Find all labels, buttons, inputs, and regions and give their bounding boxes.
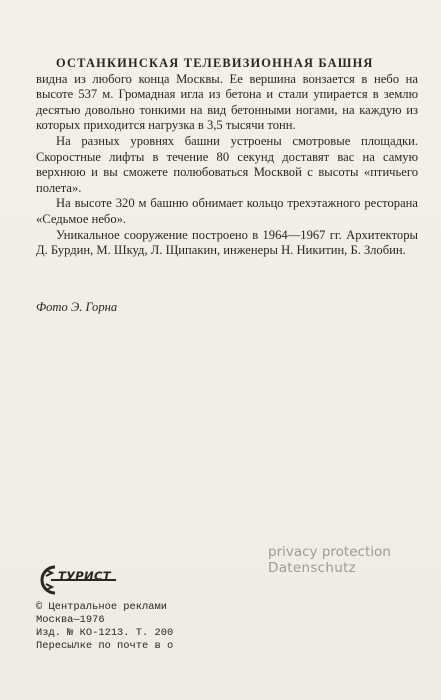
article-paragraph-3: На высоте 320 м башню обнимает кольцо трехэтажного ресторана «Седьмое небо». bbox=[36, 196, 418, 226]
imprint-line: Пересылке по почте в о bbox=[36, 640, 174, 652]
imprint-line: Москва—1976 bbox=[36, 614, 105, 626]
privacy-watermark bbox=[268, 544, 438, 576]
watermark-line-1: privacy protection bbox=[268, 544, 391, 560]
photo-credit: Фото Э. Горна bbox=[36, 300, 118, 314]
imprint-line: Изд. № КО-1213. Т. 200 bbox=[36, 627, 174, 639]
watermark-line-2: Datenschutz bbox=[268, 560, 357, 576]
logo-text: ТУРИСТ bbox=[58, 569, 111, 583]
article-text bbox=[36, 56, 418, 259]
article-paragraph-2: На разных уровнях башни устроены смотровые площадки. Скоростные лифты в течение 80 секунд доставят вас на самую верхнюю и вы сможете полюбоваться Москвой с высоты «птичьего полета». bbox=[36, 133, 418, 195]
imprint-line: © Центральное реклами bbox=[36, 601, 167, 613]
imprint-block bbox=[36, 601, 195, 653]
article-paragraph-1: видна из любого конца Москвы. Ее вершина вонзается в небо на высоте 537 м. Громадная игла из бетона и стали упирается в землю десятью довольно тонкими на вид бетонными ногами, на каждую из которых приходится нагрузка в 3,5 тысячи тонн. bbox=[36, 71, 418, 133]
article-title: ОСТАНКИНСКАЯ ТЕЛЕВИЗИОННАЯ БАШНЯ bbox=[56, 56, 374, 70]
article-paragraph-4: Уникальное сооружение построено в 1964—1967 гг. Архитекторы Д. Бурдин, М. Шкуд, Л. Щипакин, инженеры Н. Никитин, Б. Злобин. bbox=[36, 227, 418, 258]
